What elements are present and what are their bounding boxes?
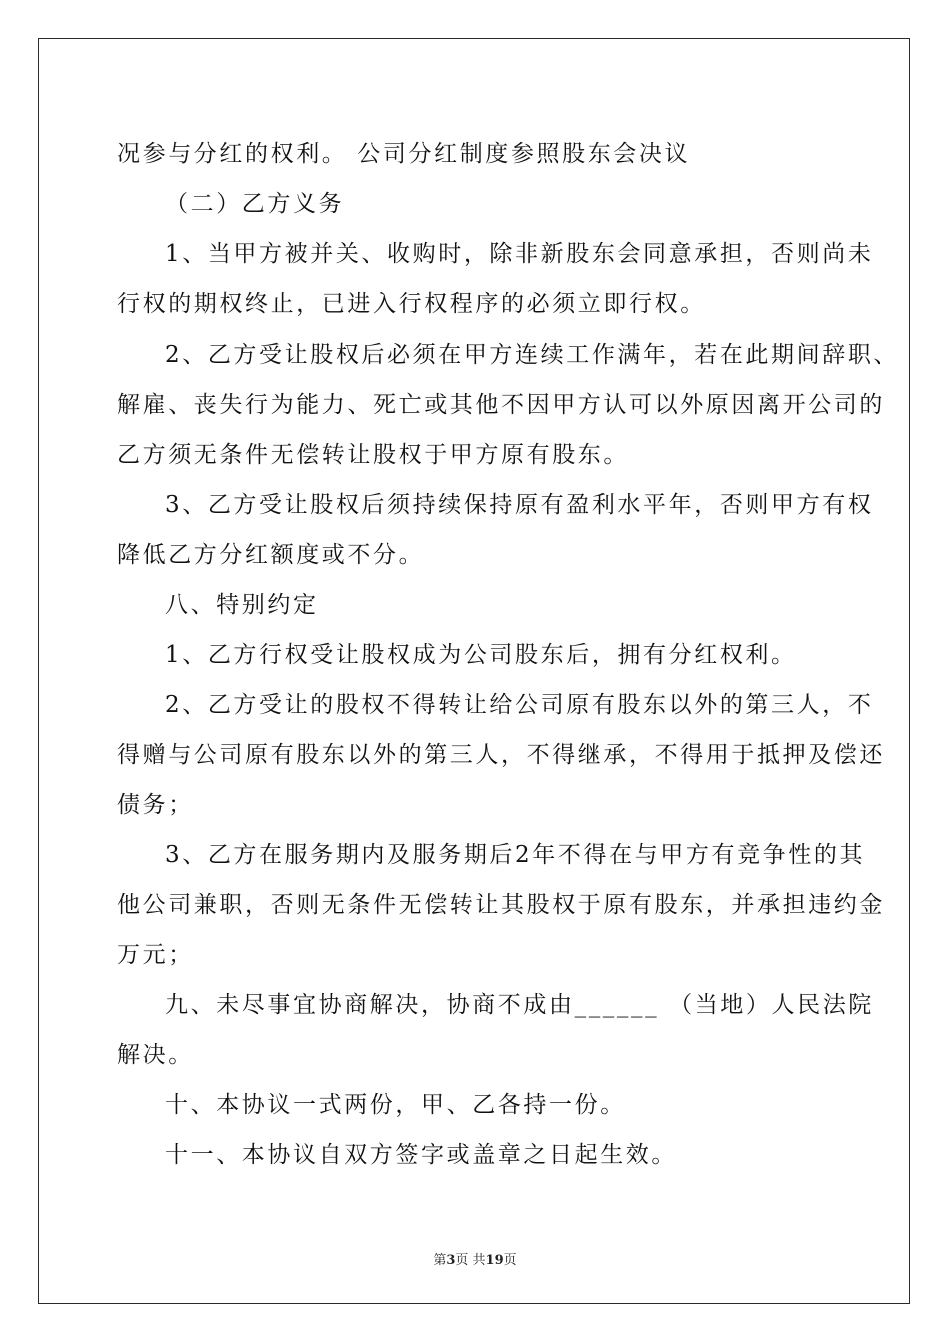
page-total: 19 [485,1253,504,1268]
text-line: 债务； [117,792,194,818]
page-mid: 页 共 [455,1253,486,1268]
text-line: 行权的期权终止，已进入行权程序的必须立即行权。 [117,291,706,317]
section-heading: （二）乙方义务 [165,191,345,217]
page-suffix: 页 [503,1253,517,1268]
text-line: 万元； [117,942,194,968]
text-line: 得赠与公司原有股东以外的第三人，不得继承，不得用于抵押及偿还 [117,742,885,768]
text-line: 1、乙方行权受让股权成为公司股东后，拥有分红权利。 [165,642,797,668]
text-line: 降低乙方分红额度或不分。 [117,542,425,568]
section-heading: 十、本协议一式两份，甲、乙各持一份。 [165,1092,626,1118]
text-line: 解决。 [117,1042,194,1068]
text-line: 他公司兼职，否则无条件无偿转让其股权于原有股东，并承担违约金 [117,892,885,918]
section-heading: 八、特别约定 [165,592,319,618]
text-line: 乙方须无条件无偿转让股权于甲方原有股东。 [117,442,629,468]
text-line: 3、乙方在服务期内及服务期后2年不得在与甲方有竞争性的其 [165,842,866,868]
text-line: 况参与分红的权利。 公司分红制度参照股东会决议 [117,141,691,167]
text-line: 2、乙方受让的股权不得转让给公司原有股东以外的第三人，不 [165,692,874,718]
page-current: 3 [446,1253,456,1268]
section-heading: 十一、本协议自双方签字或盖章之日起生效。 [165,1142,677,1168]
text-line: 解雇、丧失行为能力、死亡或其他不因甲方认可以外原因离开公司的 [117,392,885,418]
text-line: 1、当甲方被并关、收购时，除非新股东会同意承担，否则尚未 [165,241,874,267]
text-line: 3、乙方受让股权后须持续保持原有盈利水平年，否则甲方有权 [165,492,874,518]
section-heading: 九、未尽事宜协商解决，协商不成由______ （当地）人民法院 [165,992,874,1018]
page-number [0,1249,950,1268]
page-prefix: 第 [433,1253,447,1268]
text-line: 2、乙方受让股权后必须在甲方连续工作满年，若在此期间辞职、 [165,342,900,368]
